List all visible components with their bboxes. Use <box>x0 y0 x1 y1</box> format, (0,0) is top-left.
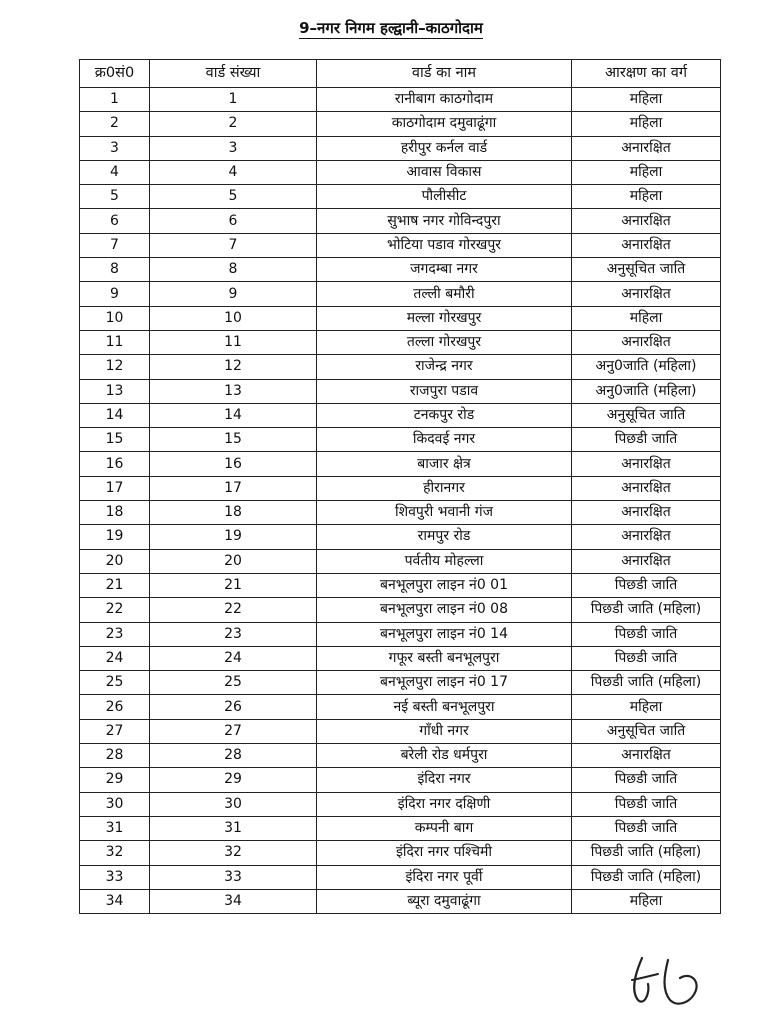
reservation-category-cell: अनारक्षित <box>572 209 721 233</box>
serial-no-cell: 14 <box>80 403 150 427</box>
serial-no-cell: 17 <box>80 476 150 500</box>
ward-number-cell: 33 <box>150 865 317 889</box>
ward-number-cell: 2 <box>150 112 317 136</box>
header-reservation-category: आरक्षण का वर्ग <box>572 60 721 88</box>
serial-no-cell: 8 <box>80 258 150 282</box>
serial-no-cell: 3 <box>80 136 150 160</box>
ward-number-cell: 8 <box>150 258 317 282</box>
ward-number-cell: 12 <box>150 355 317 379</box>
serial-no-cell: 4 <box>80 160 150 184</box>
serial-no-cell: 15 <box>80 428 150 452</box>
ward-name-cell: कम्पनी बाग <box>317 816 572 840</box>
ward-name-cell: ब्यूरा दमुवाढूंगा <box>317 889 572 913</box>
serial-no-cell: 6 <box>80 209 150 233</box>
reservation-category-cell: पिछडी जाति (महिला) <box>572 841 721 865</box>
table-row <box>80 185 721 209</box>
table-row <box>80 841 721 865</box>
ward-name-cell: हीरानगर <box>317 476 572 500</box>
table-row <box>80 695 721 719</box>
reservation-category-cell: अनारक्षित <box>572 501 721 525</box>
ward-name-cell: जगदम्बा नगर <box>317 258 572 282</box>
table-row <box>80 768 721 792</box>
reservation-category-cell: पिछडी जाति <box>572 646 721 670</box>
serial-no-cell: 27 <box>80 719 150 743</box>
ward-number-cell: 9 <box>150 282 317 306</box>
reservation-category-cell: पिछडी जाति <box>572 428 721 452</box>
ward-number-cell: 14 <box>150 403 317 427</box>
serial-no-cell: 7 <box>80 233 150 257</box>
reservation-category-cell: पिछडी जाति <box>572 816 721 840</box>
table-row <box>80 282 721 306</box>
table-row <box>80 501 721 525</box>
ward-name-cell: बाजार क्षेत्र <box>317 452 572 476</box>
serial-no-cell: 33 <box>80 865 150 889</box>
serial-no-cell: 29 <box>80 768 150 792</box>
reservation-category-cell: अनारक्षित <box>572 476 721 500</box>
reservation-category-cell: अनारक्षित <box>572 525 721 549</box>
ward-name-cell: नई बस्ती बनभूलपुरा <box>317 695 572 719</box>
reservation-category-cell: अनारक्षित <box>572 330 721 354</box>
ward-number-cell: 7 <box>150 233 317 257</box>
serial-no-cell: 12 <box>80 355 150 379</box>
reservation-category-cell: अनारक्षित <box>572 549 721 573</box>
serial-no-cell: 23 <box>80 622 150 646</box>
table-row <box>80 136 721 160</box>
reservation-category-cell: महिला <box>572 889 721 913</box>
reservation-category-cell: पिछडी जाति <box>572 792 721 816</box>
ward-name-cell: तल्ली बमौरी <box>317 282 572 306</box>
ward-number-cell: 6 <box>150 209 317 233</box>
ward-number-cell: 21 <box>150 573 317 597</box>
header-ward-number: वार्ड संख्या <box>150 60 317 88</box>
ward-name-cell: हरीपुर कर्नल वार्ड <box>317 136 572 160</box>
ward-number-cell: 31 <box>150 816 317 840</box>
reservation-category-cell: पिछडी जाति (महिला) <box>572 671 721 695</box>
reservation-category-cell: अनारक्षित <box>572 233 721 257</box>
ward-number-cell: 13 <box>150 379 317 403</box>
ward-number-cell: 4 <box>150 160 317 184</box>
table-row <box>80 476 721 500</box>
table-row <box>80 573 721 597</box>
ward-name-cell: इंदिरा नगर <box>317 768 572 792</box>
reservation-category-cell: पिछडी जाति <box>572 622 721 646</box>
page-title <box>0 18 782 38</box>
ward-name-cell: गाँधी नगर <box>317 719 572 743</box>
ward-name-cell: पौलीसीट <box>317 185 572 209</box>
table-row <box>80 355 721 379</box>
table-row <box>80 88 721 112</box>
ward-number-cell: 16 <box>150 452 317 476</box>
ward-number-cell: 23 <box>150 622 317 646</box>
reservation-category-cell: अनारक्षित <box>572 744 721 768</box>
ward-number-cell: 22 <box>150 598 317 622</box>
ward-name-cell: इंदिरा नगर दक्षिणी <box>317 792 572 816</box>
table-row <box>80 428 721 452</box>
table-row <box>80 598 721 622</box>
serial-no-cell: 19 <box>80 525 150 549</box>
ward-name-cell: काठगोदाम दमुवाढूंगा <box>317 112 572 136</box>
ward-name-cell: बनभूलपुरा लाइन नं0 14 <box>317 622 572 646</box>
reservation-category-cell: पिछडी जाति (महिला) <box>572 865 721 889</box>
reservation-category-cell: महिला <box>572 160 721 184</box>
table-row <box>80 209 721 233</box>
ward-name-cell: इंदिरा नगर पश्चिमी <box>317 841 572 865</box>
ward-name-cell: रानीबाग काठगोदाम <box>317 88 572 112</box>
ward-number-cell: 1 <box>150 88 317 112</box>
ward-name-cell: इंदिरा नगर पूर्वी <box>317 865 572 889</box>
table-row <box>80 112 721 136</box>
table-row <box>80 549 721 573</box>
reservation-category-cell: महिला <box>572 88 721 112</box>
serial-no-cell: 21 <box>80 573 150 597</box>
table-row <box>80 258 721 282</box>
ward-name-cell: शिवपुरी भवानी गंज <box>317 501 572 525</box>
table-row <box>80 816 721 840</box>
table-row <box>80 622 721 646</box>
table-row <box>80 889 721 913</box>
page-title-text: 9–नगर निगम हल्द्वानी–काठगोदाम <box>299 19 483 37</box>
serial-no-cell: 11 <box>80 330 150 354</box>
serial-no-cell: 16 <box>80 452 150 476</box>
reservation-category-cell: अनारक्षित <box>572 282 721 306</box>
reservation-category-cell: अनारक्षित <box>572 136 721 160</box>
ward-number-cell: 27 <box>150 719 317 743</box>
table-row <box>80 865 721 889</box>
reservation-category-cell: अनुसूचित जाति <box>572 258 721 282</box>
table-row <box>80 719 721 743</box>
table-row <box>80 452 721 476</box>
table-row <box>80 671 721 695</box>
header-ward-name: वार्ड का नाम <box>317 60 572 88</box>
table-body <box>80 88 721 914</box>
table-row <box>80 403 721 427</box>
ward-name-cell: बनभूलपुरा लाइन नं0 08 <box>317 598 572 622</box>
ward-name-cell: बनभूलपुरा लाइन नं0 17 <box>317 671 572 695</box>
serial-no-cell: 22 <box>80 598 150 622</box>
ward-number-cell: 18 <box>150 501 317 525</box>
table-row <box>80 744 721 768</box>
ward-name-cell: राजेन्द्र नगर <box>317 355 572 379</box>
ward-number-cell: 28 <box>150 744 317 768</box>
reservation-category-cell: अनु0जाति (महिला) <box>572 355 721 379</box>
table-row <box>80 233 721 257</box>
ward-number-cell: 25 <box>150 671 317 695</box>
ward-name-cell: गफूर बस्ती बनभूलपुरा <box>317 646 572 670</box>
ward-number-cell: 11 <box>150 330 317 354</box>
serial-no-cell: 20 <box>80 549 150 573</box>
serial-no-cell: 10 <box>80 306 150 330</box>
reservation-category-cell: अनुसूचित जाति <box>572 403 721 427</box>
ward-name-cell: किदवई नगर <box>317 428 572 452</box>
table-row <box>80 646 721 670</box>
ward-name-cell: राजपुरा पडाव <box>317 379 572 403</box>
table-row <box>80 306 721 330</box>
ward-name-cell: पर्वतीय मोहल्ला <box>317 549 572 573</box>
ward-name-cell: भोटिया पडाव गोरखपुर <box>317 233 572 257</box>
serial-no-cell: 31 <box>80 816 150 840</box>
table-row <box>80 330 721 354</box>
serial-no-cell: 28 <box>80 744 150 768</box>
serial-no-cell: 18 <box>80 501 150 525</box>
ward-number-cell: 10 <box>150 306 317 330</box>
reservation-category-cell: पिछडी जाति (महिला) <box>572 598 721 622</box>
ward-name-cell: तल्ला गोरखपुर <box>317 330 572 354</box>
ward-name-cell: बरेली रोड धर्मपुरा <box>317 744 572 768</box>
ward-name-cell: सुभाष नगर गोविन्दपुरा <box>317 209 572 233</box>
reservation-category-cell: महिला <box>572 695 721 719</box>
serial-no-cell: 34 <box>80 889 150 913</box>
reservation-category-cell: अनारक्षित <box>572 452 721 476</box>
ward-number-cell: 26 <box>150 695 317 719</box>
table-row <box>80 379 721 403</box>
serial-no-cell: 2 <box>80 112 150 136</box>
ward-number-cell: 20 <box>150 549 317 573</box>
table-header-row <box>80 60 721 88</box>
ward-reservation-table <box>79 59 721 914</box>
ward-number-cell: 29 <box>150 768 317 792</box>
serial-no-cell: 30 <box>80 792 150 816</box>
serial-no-cell: 1 <box>80 88 150 112</box>
ward-number-cell: 15 <box>150 428 317 452</box>
table-row <box>80 525 721 549</box>
handwritten-signature <box>620 950 720 1010</box>
ward-number-cell: 19 <box>150 525 317 549</box>
ward-name-cell: टनकपुर रोड <box>317 403 572 427</box>
reservation-category-cell: महिला <box>572 112 721 136</box>
serial-no-cell: 5 <box>80 185 150 209</box>
ward-number-cell: 5 <box>150 185 317 209</box>
ward-name-cell: मल्ला गोरखपुर <box>317 306 572 330</box>
serial-no-cell: 13 <box>80 379 150 403</box>
ward-number-cell: 32 <box>150 841 317 865</box>
ward-name-cell: रामपुर रोड <box>317 525 572 549</box>
serial-no-cell: 26 <box>80 695 150 719</box>
header-serial-no: क्र0सं0 <box>80 60 150 88</box>
ward-name-cell: बनभूलपुरा लाइन नं0 01 <box>317 573 572 597</box>
ward-number-cell: 24 <box>150 646 317 670</box>
reservation-category-cell: अनुसूचित जाति <box>572 719 721 743</box>
table-row <box>80 792 721 816</box>
serial-no-cell: 32 <box>80 841 150 865</box>
reservation-category-cell: महिला <box>572 185 721 209</box>
table-row <box>80 160 721 184</box>
serial-no-cell: 9 <box>80 282 150 306</box>
reservation-category-cell: अनु0जाति (महिला) <box>572 379 721 403</box>
ward-number-cell: 30 <box>150 792 317 816</box>
serial-no-cell: 25 <box>80 671 150 695</box>
ward-number-cell: 17 <box>150 476 317 500</box>
reservation-category-cell: पिछडी जाति <box>572 768 721 792</box>
serial-no-cell: 24 <box>80 646 150 670</box>
reservation-category-cell: महिला <box>572 306 721 330</box>
ward-number-cell: 34 <box>150 889 317 913</box>
ward-number-cell: 3 <box>150 136 317 160</box>
ward-name-cell: आवास विकास <box>317 160 572 184</box>
reservation-category-cell: पिछडी जाति <box>572 573 721 597</box>
